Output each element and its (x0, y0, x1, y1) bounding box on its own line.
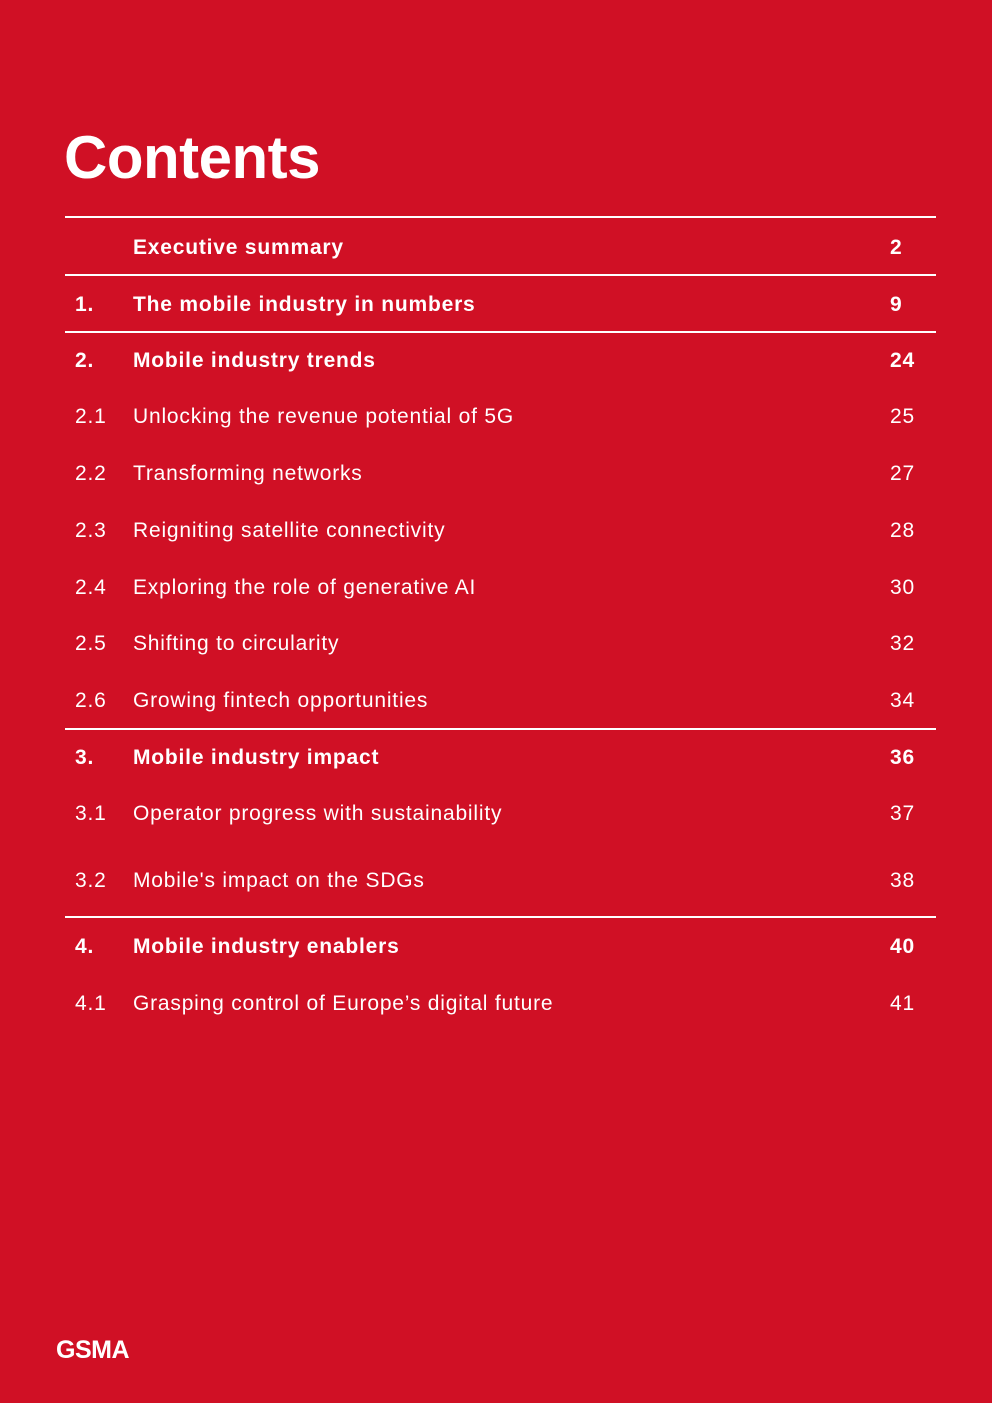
toc-entry-page: 27 (890, 462, 915, 485)
toc-entry-label: Mobile's impact on the SDGs (133, 869, 425, 892)
toc-entry-page: 37 (890, 802, 915, 825)
toc-entry-label: Reigniting satellite connectivity (133, 519, 446, 542)
toc-entry-page: 34 (890, 689, 915, 712)
toc-entry-label: Shifting to circularity (133, 632, 340, 655)
toc-entry-page: 40 (890, 935, 915, 958)
toc-entry-page: 28 (890, 519, 915, 542)
toc-entry-label: Operator progress with sustainability (133, 802, 503, 825)
toc-entry-label: Mobile industry enablers (133, 935, 400, 958)
toc-entry-label: Transforming networks (133, 462, 363, 485)
toc-entry-label: Growing fintech opportunities (133, 689, 429, 712)
toc-entry-page: 32 (890, 632, 915, 655)
divider (65, 216, 936, 218)
toc-entry-label: Unlocking the revenue potential of 5G (133, 405, 514, 428)
gsma-logo: GSMA (56, 1336, 129, 1364)
toc-entry-number: 2.2 (75, 462, 107, 485)
toc-entry-page: 41 (890, 992, 915, 1015)
toc-entry-page: 2 (890, 236, 903, 259)
toc-entry-page: 9 (890, 293, 903, 316)
toc-entry-label: Executive summary (133, 236, 344, 259)
toc-entry-label: The mobile industry in numbers (133, 293, 476, 316)
toc-entry-number: 2.5 (75, 632, 107, 655)
toc-entry-number: 2.3 (75, 519, 107, 542)
toc-entry-page: 38 (890, 869, 915, 892)
toc-entry-page: 30 (890, 576, 915, 599)
toc-entry-number: 2.6 (75, 689, 107, 712)
toc-entry-page: 25 (890, 405, 915, 428)
toc-entry-number: 2. (75, 349, 95, 372)
toc-entry-label: Grasping control of Europe’s digital future (133, 992, 554, 1015)
divider (65, 274, 936, 276)
toc-entry-label: Mobile industry trends (133, 349, 376, 372)
toc-entry-label: Mobile industry impact (133, 746, 380, 769)
toc-entry-number: 2.1 (75, 405, 107, 428)
toc-entry-number: 2.4 (75, 576, 107, 599)
toc-entry-page: 36 (890, 746, 915, 769)
page-title: Contents (64, 124, 320, 191)
toc-entry-number: 4.1 (75, 992, 107, 1015)
divider (65, 331, 936, 333)
toc-entry-label: Exploring the role of generative AI (133, 576, 477, 599)
divider (65, 728, 936, 730)
toc-entry-page: 24 (890, 349, 915, 372)
toc-entry-number: 3. (75, 746, 95, 769)
toc-entry-number: 1. (75, 293, 95, 316)
divider (65, 916, 936, 918)
toc-entry-number: 3.1 (75, 802, 107, 825)
toc-entry-number: 4. (75, 935, 95, 958)
toc-entry-number: 3.2 (75, 869, 107, 892)
